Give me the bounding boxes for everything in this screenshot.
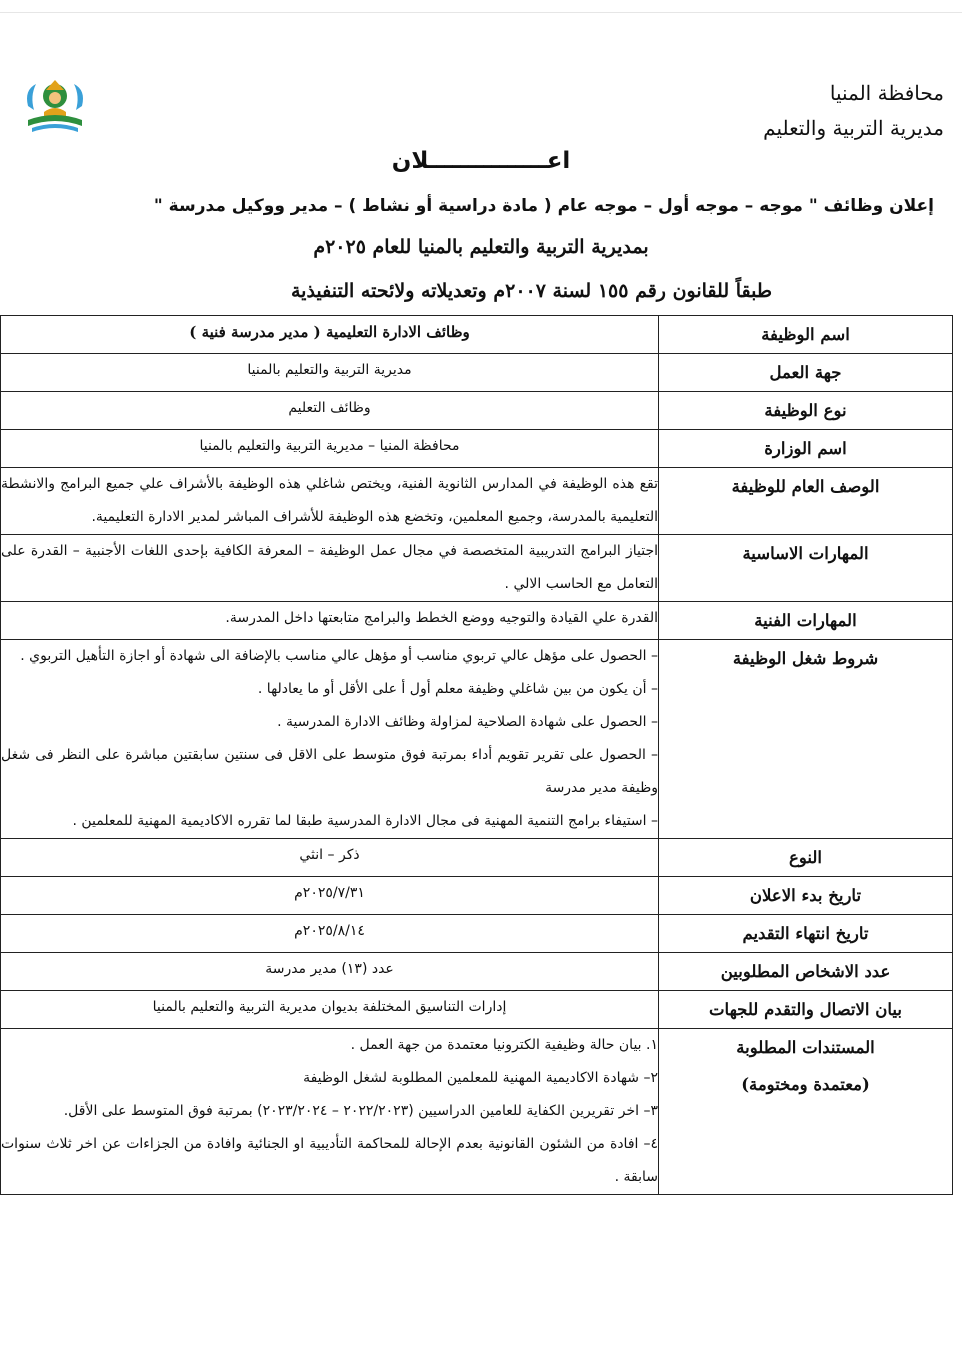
table-row: [1, 991, 953, 1029]
technical-skills-value: القدرة علي القيادة والتوجيه ووضع الخطط والبرامج متابعتها داخل المدرسة.: [1, 602, 659, 640]
ministry-label: اسم الوزارة: [659, 430, 953, 468]
conditions-label: شروط شغل الوظيفة: [659, 640, 953, 839]
announcement-line-1: إعلان وظائف " موجه – موجه أول – موجه عام ( مادة دراسية أو نشاط ) – مدير ووكيل مدرسة ": [153, 196, 934, 216]
announcement-line-3: طبقاً للقانون رقم ١٥٥ لسنة ٢٠٠٧م وتعديلاته ولائحته التنفيذية: [290, 280, 772, 302]
job-details-table: [0, 315, 953, 1195]
condition-item: – الحصول على شهادة الصلاحية لمزاولة وظائف الادارة المدرسية .: [277, 714, 658, 730]
end-date-label: تاريخ انتهاء التقديم: [659, 915, 953, 953]
table-row: [1, 877, 953, 915]
document-item: ١. بيان حالة وظيفية الكترونيا معتمدة من جهة العمل .: [350, 1037, 658, 1053]
announcement-line-2: بمديرية التربية والتعليم بالمنيا للعام ٢٠٢٥م: [313, 236, 649, 258]
table-row: [1, 535, 953, 602]
table-row: [1, 839, 953, 877]
table-row: [1, 316, 953, 354]
documents-label-cell: [659, 1029, 953, 1195]
technical-skills-label: المهارات الفنية: [659, 602, 953, 640]
job-type-value: وظائف التعليم: [1, 392, 659, 430]
governorate-name: محافظة المنيا: [829, 81, 944, 105]
start-date-value: ٢٠٢٥/٧/٣١م: [1, 877, 659, 915]
workplace-label: جهة العمل: [659, 354, 953, 392]
description-label: الوصف العام للوظيفة: [659, 468, 953, 535]
table-row: [1, 953, 953, 991]
job-name-label: اسم الوظيفة: [659, 316, 953, 354]
required-count-value: عدد (١٣) مدير مدرسة: [1, 953, 659, 991]
table-row: [1, 640, 953, 839]
document-header: [763, 76, 944, 146]
job-type-label: نوع الوظيفة: [659, 392, 953, 430]
condition-item: – استيفاء برامج التنمية المهنية فى مجال الادارة المدرسية طبقا لما تقرره الاكاديمية المهنية للمعلمين .: [72, 813, 658, 829]
job-name-value: وظائف الادارة التعليمية ( مدير مدرسة فنية ): [1, 316, 659, 354]
required-count-label: عدد الاشخاص المطلوبين: [659, 953, 953, 991]
gender-value: ذكر – انثي: [1, 839, 659, 877]
gender-label: النوع: [659, 839, 953, 877]
table-row: [1, 915, 953, 953]
document-item: ٢– شهادة الاكاديمية المهنية للمعلمين المطلوبة لشغل الوظيفة: [303, 1070, 658, 1086]
documents-label-note: (معتمدة ومختومة): [741, 1075, 870, 1094]
condition-item: – أن يكون من بين شاغلي وظيفة معلم أول أ على الأقل أو ما يعادلها .: [257, 681, 658, 697]
table-row: [1, 392, 953, 430]
start-date-label: تاريخ بدء الاعلان: [659, 877, 953, 915]
documents-label: المستندات المطلوبة: [736, 1038, 875, 1057]
contact-value: إدارات التناسيق المختلفة بديوان مديرية التربية والتعليم بالمنيا: [1, 991, 659, 1029]
end-date-value: ٢٠٢٥/٨/١٤م: [1, 915, 659, 953]
condition-item: – الحصول على تقرير تقويم أداء بمرتبة فوق متوسط على الاقل فى سنتين سابقتين مباشرة على النظر فى شغل وظيفة مدير مدرسة: [1, 747, 658, 796]
document-item: ٣– اخر تقريرين الكفاية للعامين الدراسيين (٢٠٢٢/٢٠٢٣ – ٢٠٢٣/٢٠٢٤) بمرتبة فوق المتوسط على الأقل.: [63, 1103, 658, 1119]
top-divider: [0, 12, 962, 13]
basic-skills-value: اجتياز البرامج التدريبية المتخصصة في مجال عمل الوظيفة – المعرفة الكافية بإحدى اللغات الأجنبية – القدرة على التعامل مع الحاسب الالي .: [1, 535, 659, 602]
table-row: [1, 430, 953, 468]
announcement-title: اعـــــــــــــــلان: [391, 148, 571, 174]
contact-label: بيان الاتصال والتقدم للجهات: [659, 991, 953, 1029]
table-row: [1, 468, 953, 535]
documents-list: [1, 1029, 659, 1195]
table-row: [1, 602, 953, 640]
basic-skills-label: المهارات الاساسية: [659, 535, 953, 602]
condition-item: – الحصول على مؤهل عالي تربوي مناسب أو مؤهل عالي مناسب بالإضافة الى شهادة أو اجازة التأهيل التربوي .: [20, 648, 658, 664]
ministry-value: محافظة المنيا – مديرية التربية والتعليم بالمنيا: [1, 430, 659, 468]
directorate-name: مديرية التربية والتعليم: [763, 116, 944, 140]
table-row: [1, 354, 953, 392]
document-item: ٤– افادة من الشئون القانونية بعدم الإحالة للمحاكمة التأديبية او الجنائية وافادة من الجزاءات عن اخر ثلاث سنوات سابقة .: [1, 1136, 658, 1185]
education-logo-icon: [22, 76, 88, 138]
table-row: [1, 1029, 953, 1195]
description-value: تقع هذه الوظيفة في المدارس الثانوية الفنية، ويختص شاغلي هذه الوظيفة بالأشراف علي جميع البرامج والانشطة التعليمية بالمدرسة، وجميع المعلمين، وتخضع هذه الوظيفة للأشراف المباشر لمدير الادارة التعليمية.: [1, 468, 659, 535]
workplace-value: مديرية التربية والتعليم بالمنيا: [1, 354, 659, 392]
conditions-list: [1, 640, 659, 839]
